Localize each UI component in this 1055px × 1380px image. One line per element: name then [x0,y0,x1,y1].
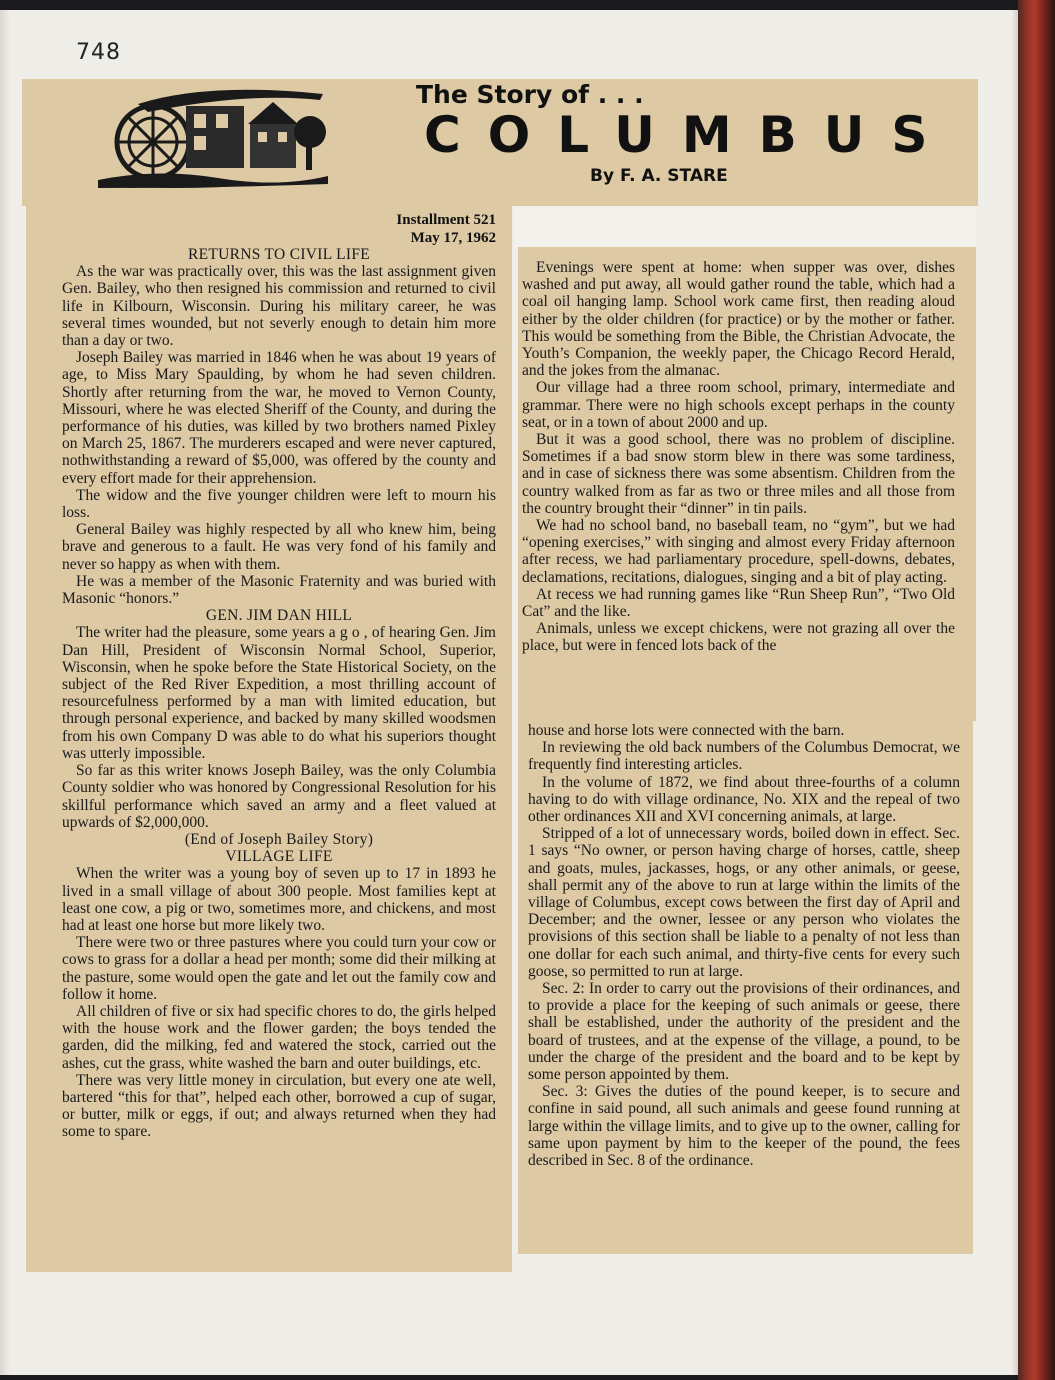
article-paragraph: When the writer was a young boy of seven up to 17 in 1893 he lived in a small village of about 300 people. Most families kept at least one cow, a pig or two, sometimes more, and chickens, and most had at least one horse but more likely two. [62,865,496,934]
right-article-column-bottom [528,722,960,1169]
section-heading: GEN. JIM DAN HILL [205,607,353,625]
page-number: 748 [76,40,121,65]
article-paragraph: Joseph Bailey was married in 1846 when he was about 19 years of age, to Miss Mary Spaulding, by whom he had seven children. Shortly after returning from the war, he moved to Vernon County, Missouri, where he was elected Sheriff of the County, and during the performance of his duties, was killed by two brothers named Pixley on March 25, 1867. The murderers escaped and were never captured, nothwithstanding a reward of $5,000, was offered by the county and every effort made for their apprehension. [62,349,496,487]
article-paragraph: Sec. 2: In order to carry out the provisions of their ordinances, and to provide a place for the keeping of such animals or geese, there shall be established, under the authority of the president and the board of trustees, and at the expense of the village, a pound, to be under the charge of the president and the board and to be kept by some person appointed by them. [528,980,960,1084]
article-paragraph: The widow and the five younger children were left to mourn his loss. [62,486,496,522]
article-paragraph: Animals, unless we except chickens, were not grazing all over the place, but were in fenced lots back of the [522,620,955,655]
left-article-column [62,246,496,1141]
section-heading: (End of Joseph Bailey Story) [184,830,374,848]
section-heading: RETURNS TO CIVIL LIFE [187,246,371,263]
blank-paper-strip [514,207,976,247]
article-paragraph: There were two or three pastures where you could turn your cow or cows to grass for a dollar a head per month; some did their milking at the pasture, some would open the gate and let out the family cow and follow it home. [62,934,496,1003]
article-paragraph: All children of five or six had specific chores to do, the girls helped with the house work and the flower garden; the boys tended the garden, did the milking, fed and watered the stock, carried out the ashes, cut the grass, white washed the barn and outer buildings, etc. [62,1002,496,1072]
article-paragraph: We had no school band, no baseball team, no “gym”, but we had “opening exercises,” with singing and almost every Friday afternoon after recess, we had parliamentary procedure, spell-downs, debates, declamations, recitations, dialogues, singing and a bit of play acting. [522,517,955,586]
article-paragraph: General Bailey was highly respected by all who knew him, being brave and generous to a fault. He was very fond of his family and never so happy as when with them. [62,521,496,573]
installment-number: Installment 521 [396,212,496,228]
story-of-label: The Story of . . . [416,80,644,109]
article-paragraph: Evenings were spent at home: when supper was over, dishes washed and put away, all would gather round the table, which had a coal oil hanging lamp. School work came first, then reading aloud either by the older children (for practice) or by the mother or father. This would be something from the Bible, the Christian Advocate, the Youth’s Companion, the weekly paper, the Chicago Record Herald, and the jokes from the almanac. [522,259,955,380]
article-paragraph: He was a member of the Masonic Fraternity and was buried with Masonic “honors.” [62,572,496,608]
article-paragraph: The writer had the pleasure, some years a g o , of hearing Gen. Jim Dan Hill, President of Wisconsin Normal School, Superior, Wisconsin, when he spoke before the State Historical Society, on the subject of the Red River Expedition, a most thrilling account of resourcefulness performed by a man with limited education, but through personal experience, and backed by many skilled woodsmen from his own Company D was able to do what his superiors thought was utterly impossible. [62,624,496,762]
article-paragraph: At recess we had running games like “Run Sheep Run”, “Two Old Cat” and the like. [522,585,955,621]
page-title: COLUMBUS [424,106,955,164]
article-paragraph: There was very little money in circulation, but every one ate well, bartered “this for that”, helped each other, borrowed a cup of sugar, or butter, milk or eggs, if out; and always returned when they had some to spare. [62,1071,496,1141]
book-spine [1018,0,1055,1380]
byline: By F. A. STARE [590,166,728,186]
right-article-column-top [522,259,955,655]
article-paragraph: So far as this writer knows Joseph Bailey, was the only Columbia County soldier who was honored by Congressional Resolution for his skillful performance which saved an army and a fleet valued at upwards of $2,000,000. [62,762,496,831]
article-paragraph: Our village had a three room school, primary, intermediate and grammar. There were no high schools except perhaps in the county seat, or in a town of about 2000 and up. [522,379,955,431]
page-edge [0,10,10,1375]
article-paragraph: In the volume of 1872, we find about three-fourths of a column having to do with village ordinance, No. XIX and the repeal of two other ordinances XII and XVI concerning animals, at large. [528,773,960,826]
article-paragraph: Stripped of a lot of unnecessary words, boiled down in effect. Sec. 1 says “No owner, or person having charge of horses, cattle, sheep and goats, mules, jackasses, hogs, or any other animals, or geese, shall permit any of the above to run at large within the limits of the village of Columbus, except cows between the first day of April and December; and the owner, lessee or any person who violates the provisions of this section shall be liable to a penalty of not less than one dollar for each such animal, and thirty-five cents for every such goose, so permitted to run at large. [528,825,960,980]
section-heading: VILLAGE LIFE [225,848,333,866]
article-paragraph: As the war was practically over, this was the last assignment given Gen. Bailey, who then resigned his commission and returned to civil life in Kilbourn, Wisconsin. During his military career, he was several times wounded, but not severly enough to detain him more than a day or two. [62,263,496,350]
article-paragraph: house and horse lots were connected with the barn. [528,722,845,739]
article-paragraph: But it was a good school, there was no problem of discipline. Sometimes if a bad snow storm blew in there was some tardiness, and in case of sickness there was some absentism. Children from the country walked from as far as two or three miles and all those from the country brought their “dinner” in tin pails. [522,431,955,517]
mill-illustration [98,84,328,192]
article-paragraph: In reviewing the old back numbers of the Columbus Democrat, we frequently find interesting articles. [528,739,960,774]
article-paragraph: Sec. 3: Gives the duties of the pound keeper, is to secure and confine in said pound, all such animals and geese found running at large within the village limits, and to give up to the owner, calling for same upon payment by him to the keeper of the pound, the fees described in Sec. 8 of the ordinance. [528,1083,960,1170]
publication-date: May 17, 1962 [410,230,496,246]
